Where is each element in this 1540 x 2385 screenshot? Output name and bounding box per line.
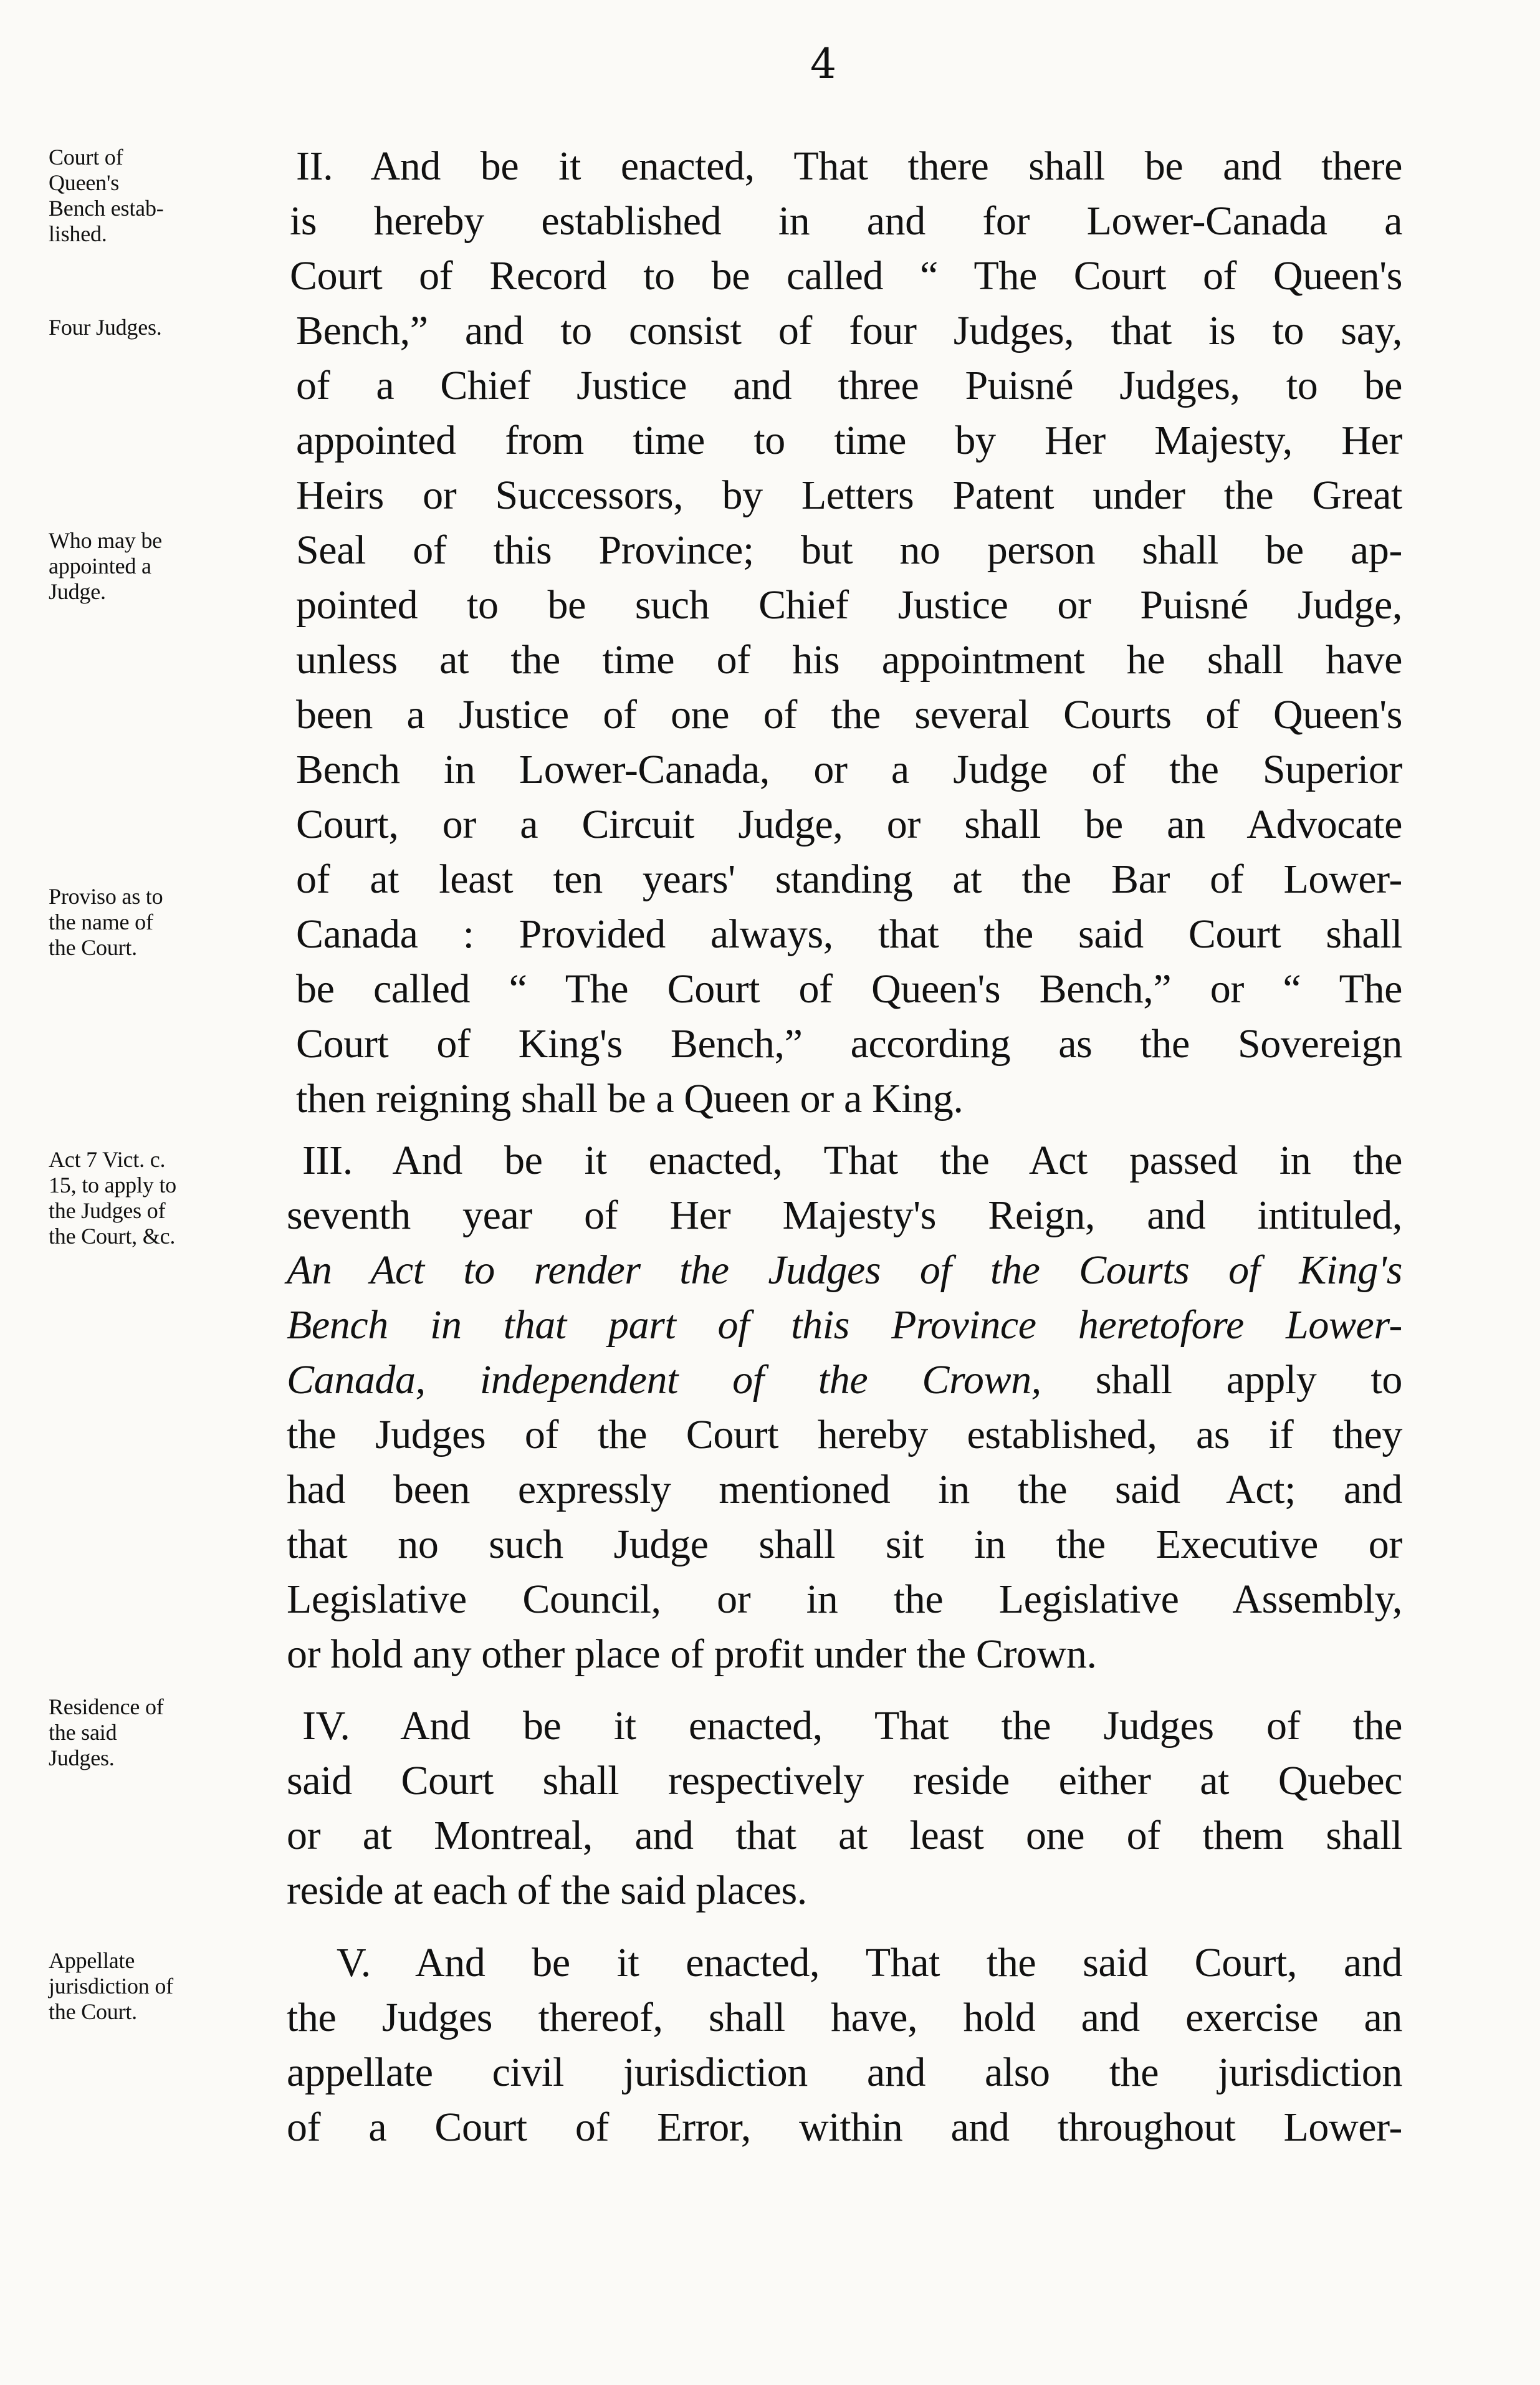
margin-note-act-7-vict [49,1147,176,1249]
margin-note-residence [49,1694,164,1771]
margin-note-four-judges [49,315,162,340]
section-4-line: reside at each of the said places. [287,1868,807,1913]
margin-note-line: Judges. [49,1745,115,1770]
section-3-line: seventh year of Her Majesty's Reign, and intituled, [287,1192,1402,1238]
section-3-line-mixed [287,1353,1402,1408]
margin-note-line: appointed a [49,554,151,578]
section-2-line: appointed from time to time by Her Majesty, Her [296,418,1402,463]
section-2-line: been a Justice of one of the several Courts of Queen's [296,692,1402,737]
section-5-line: the Judges thereof, shall have, hold and exercise an [287,1995,1402,2040]
page-number: 4 [810,40,836,88]
margin-note-line: lished. [49,221,107,246]
margin-note-line: Court of [49,145,123,170]
section-2-line: Court of Record to be called “ The Court of Queen's [290,253,1402,299]
section-3-line: had been expressly mentioned in the said Act; and [287,1467,1402,1512]
section-2 [290,139,1402,1126]
section-5-line: of a Court of Error, within and throughout Lower- [287,2104,1402,2150]
section-2-line: is hereby established in and for Lower-Canada a [290,198,1402,244]
margin-note-line: Appellate [49,1948,135,1973]
section-2-line: Court of King's Bench,” according as the Sovereign [296,1021,1402,1067]
margin-note-line: jurisdiction of [49,1974,173,1999]
section-2-line: of a Chief Justice and three Puisné Judges, to be [296,363,1402,408]
section-3-roman-fragment: shall apply to [1041,1357,1403,1403]
margin-note-line: Residence of [49,1694,164,1719]
margin-note-line: the Court, &c. [49,1224,176,1249]
section-2-line: Seal of this Province; but no person shall be ap- [296,527,1402,573]
margin-note-line: the Judges of [49,1198,166,1223]
margin-note-line: the said [49,1720,117,1745]
section-3-line: III. And be it enacted, That the Act passed in the [302,1138,1402,1183]
section-4-line: IV. And be it enacted, That the Judges of the [302,1703,1402,1749]
margin-note-line: Bench estab- [49,196,164,221]
section-2-line: Court, or a Circuit Judge, or shall be an Advocate [296,802,1402,847]
section-3-line: Bench in that part of this Province heretofore Lower- [287,1302,1402,1348]
section-3-italic-fragment: Canada, independent of the Crown, [287,1357,1041,1403]
section-2-line: Bench in Lower-Canada, or a Judge of the Superior [296,747,1402,792]
margin-note-line: Who may be [49,528,162,553]
section-3-line: the Judges of the Court hereby established, as if they [287,1412,1402,1457]
section-3-line: Legislative Council, or in the Legislative Assembly, [287,1576,1402,1622]
section-3 [287,1133,1402,1682]
section-2-line: Canada : Provided always, that the said Court shall [296,911,1402,957]
margin-note-who-may-be [49,528,162,605]
margin-note-line: the Court. [49,1999,137,2024]
margin-note-line: the name of [49,909,153,934]
margin-note-court-established [49,145,164,247]
section-3-line: or hold any other place of profit under the Crown. [287,1631,1097,1677]
margin-note-line: Queen's [49,170,120,195]
margin-note-line: the Court. [49,935,137,960]
section-3-line: that no such Judge shall sit in the Executive or [287,1522,1402,1567]
section-2-line: unless at the time of his appointment he shall have [296,637,1402,683]
section-2-line: Heirs or Successors, by Letters Patent under the Great [296,473,1402,518]
margin-note-line: Judge. [49,579,106,604]
section-2-line: be called “ The Court of Queen's Bench,” or “ The [296,966,1402,1012]
section-2-line: Bench,” and to consist of four Judges, that is to say, [296,308,1402,353]
section-5 [287,1936,1402,2155]
section-2-line: pointed to be such Chief Justice or Puisné Judge, [296,582,1402,628]
margin-note-line: Proviso as to [49,884,163,909]
section-4-line: said Court shall respectively reside either at Quebec [287,1758,1402,1803]
section-4-line: or at Montreal, and that at least one of them shall [287,1813,1402,1858]
section-2-line: of at least ten years' standing at the Bar of Lower- [296,857,1402,902]
margin-note-line: 15, to apply to [49,1173,176,1197]
section-2-line: II. And be it enacted, That there shall be and there [296,143,1402,189]
margin-note-line: Four Judges. [49,315,162,340]
section-4 [287,1699,1402,1918]
margin-note-proviso [49,884,163,961]
section-2-line: then reigning shall be a Queen or a King. [296,1076,964,1121]
section-5-line: appellate civil jurisdiction and also the jurisdiction [287,2050,1402,2095]
margin-note-line: Act 7 Vict. c. [49,1147,166,1172]
margin-note-appellate [49,1948,173,2025]
section-5-line: V. And be it enacted, That the said Court, and [337,1940,1402,1985]
section-3-line: An Act to render the Judges of the Courts of King's [287,1247,1402,1293]
